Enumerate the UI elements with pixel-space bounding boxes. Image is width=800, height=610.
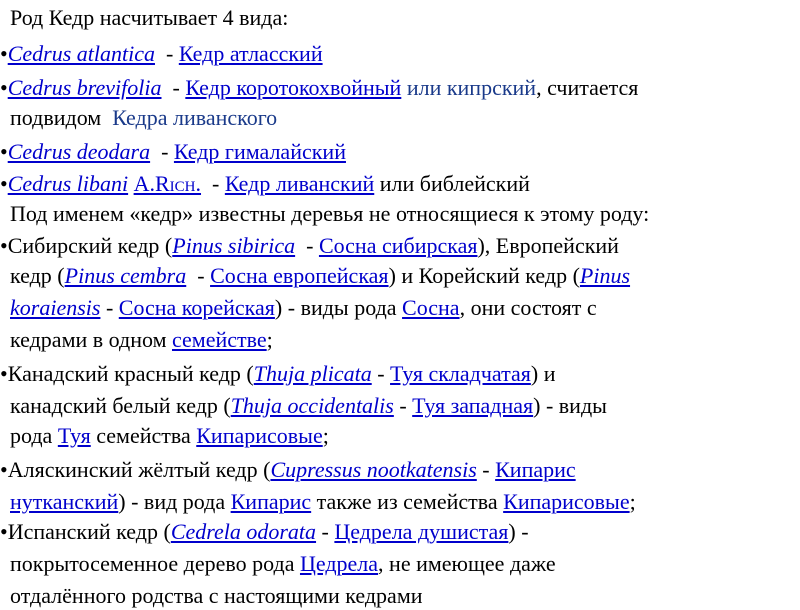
text-link[interactable]: Сосна европейская (210, 263, 389, 288)
text-link[interactable]: Кедр коротокохвойный (185, 75, 402, 100)
text-segment: семейства (90, 423, 197, 448)
text-link[interactable]: Pinus (579, 263, 631, 288)
text-segment: ; (266, 327, 273, 352)
text-segment: подвидом (10, 105, 113, 130)
text-segment: •Канадский красный кедр ( (0, 361, 254, 386)
text-line (10, 4, 288, 32)
text-segment: - (476, 457, 496, 482)
text-segment: - (295, 233, 319, 258)
text-segment: или библейский (374, 171, 530, 196)
text-link[interactable]: Кедр атласский (178, 41, 323, 66)
text-segment: рода (10, 423, 58, 448)
text-segment: - (154, 41, 179, 66)
text-line (0, 232, 619, 260)
text-link[interactable]: Cedrus libani (7, 171, 129, 196)
text-segment: покрытосеменное дерево рода (10, 551, 300, 576)
text-segment: , они состоят с (459, 295, 597, 320)
text-link[interactable]: Сосна сибирская (318, 233, 478, 258)
text-line (0, 456, 576, 484)
text-segment: - (371, 361, 391, 386)
text-segment: , считается (536, 75, 639, 100)
text-link[interactable]: Cupressus nootkatensis (270, 457, 477, 482)
text-line (0, 74, 638, 102)
text-line (10, 326, 273, 354)
text-segment: ) - (508, 519, 529, 544)
text-link[interactable]: Pinus sibirica (172, 233, 296, 258)
text-link[interactable]: Кипарисовые (196, 423, 323, 448)
text-segment: ) и (530, 361, 556, 386)
text-segment: Род Кедр насчитывает 4 вида: (10, 5, 289, 30)
text-link[interactable]: семействе (172, 327, 267, 352)
text-segment: или кипрский (406, 75, 537, 100)
text-segment: •Испанский кедр ( (0, 519, 171, 544)
text-segment: •Аляскинский жёлтый кедр ( (0, 457, 271, 482)
text-link[interactable]: нутканский (10, 489, 119, 514)
text-segment: • (0, 171, 8, 196)
text-segment: ), Европейский (477, 233, 619, 258)
text-link[interactable]: Cedrela odorata (170, 519, 317, 544)
text-segment: - (100, 295, 119, 320)
text-segment: - (201, 171, 225, 196)
text-line (10, 262, 630, 290)
text-link[interactable]: Сосна (402, 295, 460, 320)
text-line (10, 104, 277, 132)
text-link[interactable]: Cedrus brevifolia (7, 75, 162, 100)
text-segment: - (316, 519, 335, 544)
text-segment: •Сибирский кедр ( (0, 233, 173, 258)
text-segment: - (393, 393, 413, 418)
text-line (10, 294, 597, 322)
text-segment: ) - вид рода (118, 489, 231, 514)
text-line (0, 360, 556, 388)
text-line (0, 518, 529, 546)
text-link[interactable]: A.Rich. (133, 171, 202, 196)
text-link[interactable]: Кедр ливанский (224, 171, 375, 196)
text-segment: • (0, 139, 8, 164)
text-link[interactable]: Цедрела (299, 551, 379, 576)
text-link[interactable]: Кипарисовые (503, 489, 630, 514)
text-segment: • (0, 75, 8, 100)
text-link[interactable]: Цедрела душистая (334, 519, 509, 544)
text-segment: отдалённого родства с настоящими кедрами (10, 583, 423, 608)
text-line (10, 488, 636, 516)
text-link[interactable]: Cedrus atlantica (7, 41, 155, 66)
text-line (10, 550, 556, 578)
text-segment: канадский белый кедр ( (10, 393, 231, 418)
text-link[interactable]: Cedrus deodara (7, 139, 151, 164)
text-line (10, 200, 649, 228)
text-segment: , не имеющее даже (378, 551, 556, 576)
text-link[interactable]: Туя западная (412, 393, 534, 418)
text-link[interactable]: Кипарис (230, 489, 312, 514)
text-line (10, 422, 329, 450)
text-segment: - (186, 263, 211, 288)
text-segment: ) - виды (533, 393, 607, 418)
text-link[interactable]: Thuja plicata (253, 361, 372, 386)
text-link[interactable]: Туя складчатая (390, 361, 531, 386)
text-segment: • (0, 41, 8, 66)
text-link[interactable]: koraiensis (10, 295, 101, 320)
text-segment: - (161, 75, 186, 100)
text-segment: ; (322, 423, 329, 448)
text-segment: кедр ( (10, 263, 65, 288)
text-segment: кедрами в одном (10, 327, 172, 352)
text-line (0, 170, 530, 198)
text-segment: ) и Корейский кедр ( (388, 263, 580, 288)
text-link[interactable]: Кипарис (495, 457, 576, 482)
text-segment: ) - виды рода (274, 295, 403, 320)
text-line (0, 40, 323, 68)
text-segment: Под именем «кедр» известны деревья не относящиеся к этому роду: (10, 201, 650, 226)
text-line (10, 582, 423, 610)
text-segment: ; (629, 489, 636, 514)
text-line (10, 392, 607, 420)
text-segment: - (150, 139, 174, 164)
text-link[interactable]: Thuja occidentalis (230, 393, 394, 418)
text-line (0, 138, 346, 166)
text-link[interactable]: Pinus cembra (64, 263, 187, 288)
text-segment: также из семейства (311, 489, 504, 514)
text-link[interactable]: Кедр гималайский (173, 139, 346, 164)
text-segment: Кедра ливанского (112, 105, 278, 130)
text-link[interactable]: Туя (57, 423, 91, 448)
text-link[interactable]: Сосна корейская (118, 295, 275, 320)
